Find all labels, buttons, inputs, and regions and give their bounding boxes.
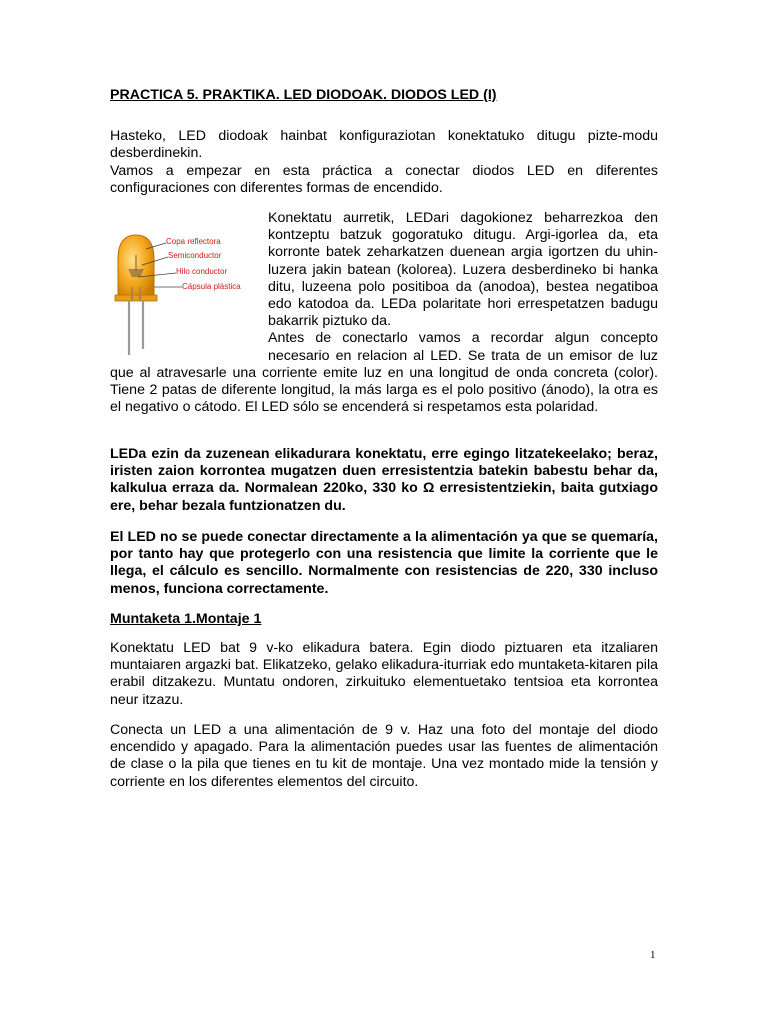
resistor-basque-paragraph: LEDa ezin da zuzenean elikadurara konektatu, erre egingo litzatekeelako; beraz, iristen zaion korrontea mugatzen duen erresistentzia batekin babestu behar da, kalkulua erraza da. Normalean 220ko, 330 ko Ω erresistentziekin, baita gutxiago ere, behar bezala funtzionatzen du.	[110, 446, 658, 514]
led-diagram-figure	[108, 227, 266, 357]
intro-basque-paragraph: Hasteko, LED diodoak hainbat konfiguraziotan konektatuko ditugu pizte-modu desberdinekin.	[110, 128, 658, 162]
document-title: PRACTICA 5. PRAKTIKA. LED DIODOAK. DIODOS LED (I)	[110, 87, 497, 103]
montage-spanish-paragraph: Conecta un LED a una alimentación de 9 v. Haz una foto del montaje del diodo encendido y apagado. Para la alimentación puedes usar las fuentes de alimentación de clase o la pila que tienes en tu kit de montaje. Una vez montado mide la tensión y corriente en los diferentes elementos del circuito.	[110, 722, 658, 790]
label-capsula-plastica: Cápsula plástica	[182, 282, 241, 291]
montage-basque-paragraph: Konektatu LED bat 9 v-ko elikadura batera. Egin diodo piztuaren eta itzaliaren muntaiaren argazki bat. Elikatzeko, gelako elikadura-iturriak edo muntaketa-kitaren pila erabil ditzakezu. Muntatu ondoren, zirkuituko elementuetako tentsioa eta korrontea neur itzazu.	[110, 640, 658, 708]
montage-section-heading: Muntaketa 1.Montaje 1	[110, 611, 262, 627]
led-concept-spanish-paragraph: Antes de conectarlo vamos a recordar algun concepto necesario en relacion al LED. Se trata de un emisor de luz que al atravesarle una corriente emite luz en una longitud de onda concreta (color). Tiene 2 patas de diferente longitud, la más larga es el polo positivo (ánodo), la otra es el negativo o cátodo. El LED sólo se encenderá si respetamos esta polaridad.	[110, 330, 658, 416]
intro-spanish-paragraph: Vamos a empezar en esta práctica a conectar diodos LED en diferentes configuraciones con diferentes formas de encendido.	[110, 163, 658, 197]
led-diagram-svg	[108, 227, 266, 357]
led-concept-basque-paragraph: Konektatu aurretik, LEDari dagokionez beharrezkoa den kontzeptu batzuk gogoratuko ditugu. Argi-igorlea da, eta korronte batek zeharkatzen duenean argia igortzen du uhin-luzera jakin batean (kolorea). Luzera desberdineko bi hanka ditu, luzeena polo positiboa da (anodoa), bestea negatiboa edo katodoa da. LEDa polaritate hori errespetatzen badugu bakarrik piztuko da.	[268, 210, 658, 330]
led-concept-block	[110, 210, 658, 416]
label-semiconductor: Semiconductor	[168, 251, 222, 260]
label-copa-reflectora: Copa reflectora	[166, 237, 221, 246]
led-rim-shape	[115, 295, 157, 301]
resistor-spanish-paragraph: El LED no se puede conectar directamente a la alimentación ya que se quemaría, por tanto hay que protegerlo con una resistencia que limite la corriente que le llega, el cálculo es sencillo. Normalmente con resistencias de 220, 330 incluso menos, funciona correctamente.	[110, 529, 658, 597]
page-number: 1	[650, 949, 656, 961]
label-hilo-conductor: Hilo conductor	[176, 267, 228, 276]
